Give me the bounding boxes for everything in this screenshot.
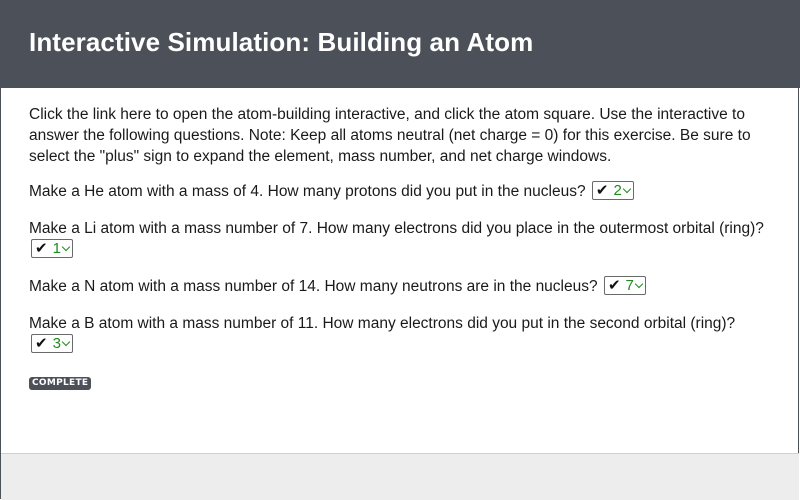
intro-text: Click the link here to open the atom-building interactive, and click the atom square. Use the interactive to answer the following questions. Note: Keep all atoms neutral (net charge = 0) for this exercise. Be sure to select the "plus" sign to expand the element, mass number, and net charge windows. [29, 106, 751, 165]
footer-bar [1, 453, 799, 500]
chevron-down-icon [62, 338, 70, 346]
question-4 [29, 313, 774, 355]
check-icon: ✔ [35, 240, 48, 258]
page-title: Interactive Simulation: Building an Atom [29, 27, 534, 57]
question-3 [29, 276, 774, 297]
answer-value: 1 [52, 240, 61, 258]
question-text: Make a He atom with a mass of 4. How many protons did you put in the nucleus? [29, 183, 586, 200]
chevron-down-icon [635, 280, 643, 288]
check-icon: ✔ [607, 277, 621, 295]
question-text: Make a B atom with a mass number of 11. How many electrons did you put in the second orbital (ring)? [29, 315, 736, 332]
main-content [29, 104, 774, 371]
chevron-down-icon [62, 243, 70, 251]
check-icon: ✔ [35, 335, 48, 353]
answer-select-4[interactable] [31, 334, 73, 353]
question-2 [29, 218, 774, 260]
header-bar [0, 0, 800, 88]
answer-value: 2 [613, 182, 622, 200]
question-1 [29, 181, 774, 202]
chevron-down-icon [623, 185, 631, 193]
question-text: Make a Li atom with a mass number of 7. How many electrons did you place in the outermost orbital (ring)? [29, 220, 764, 237]
answer-select-1[interactable] [592, 181, 634, 200]
answer-value: 3 [52, 335, 61, 353]
status-badge: COMPLETE [29, 377, 91, 390]
answer-value: 7 [625, 277, 634, 295]
check-icon: ✔ [595, 182, 609, 200]
question-text: Make a N atom with a mass number of 14. How many neutrons are in the nucleus? [29, 278, 598, 295]
answer-select-3[interactable] [604, 276, 646, 295]
answer-select-2[interactable] [31, 239, 73, 258]
